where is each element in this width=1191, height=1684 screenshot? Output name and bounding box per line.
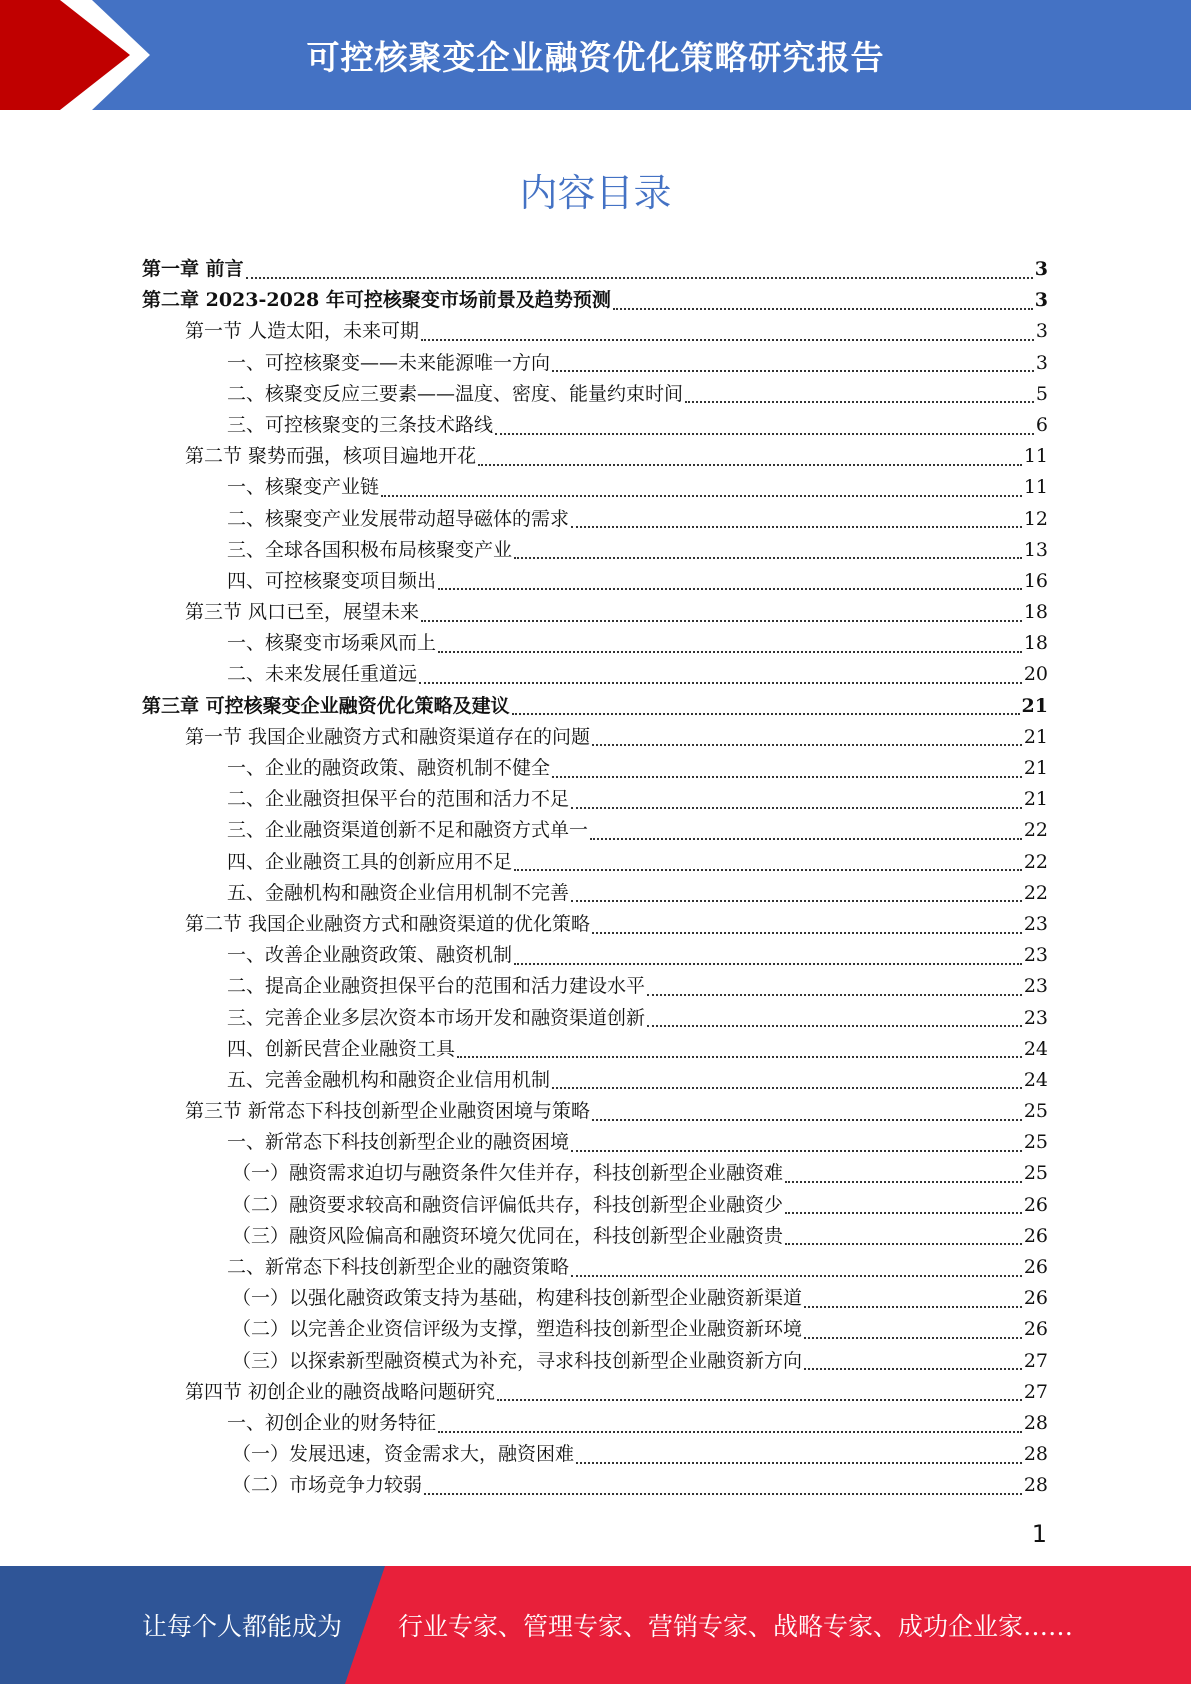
toc-entry[interactable] <box>142 410 1048 441</box>
toc-entry[interactable] <box>142 441 1048 472</box>
toc-entry-title: 三、可控核聚变的三条技术路线 <box>227 413 494 436</box>
toc-entry-title: （一）融资需求迫切与融资条件欠佳并存，科技创新型企业融资难 <box>232 1162 784 1185</box>
toc-entry[interactable] <box>142 1065 1048 1096</box>
toc-entry-title: 第二章 2023-2028 年可控核聚变市场前景及趋势预测 <box>142 289 611 312</box>
toc-entry[interactable] <box>142 504 1048 535</box>
toc-entry-page: 28 <box>1023 1474 1048 1497</box>
toc-entry-title: 一、初创企业的财务特征 <box>227 1411 437 1434</box>
toc-entry[interactable] <box>142 1034 1048 1065</box>
toc-entry-title: （三）融资风险偏高和融资环境欠优同在，科技创新型企业融资贵 <box>232 1224 784 1247</box>
toc-entry-title: 一、可控核聚变——未来能源唯一方向 <box>227 351 551 374</box>
toc-entry-title: 四、企业融资工具的创新应用不足 <box>227 850 513 873</box>
toc-entry-title: 五、金融机构和融资企业信用机制不完善 <box>227 881 570 904</box>
toc-dot-leader <box>804 1337 1022 1339</box>
toc-entry-title: （一）以强化融资政策支持为基础，构建科技创新型企业融资新渠道 <box>232 1287 803 1310</box>
toc-entry-page: 3 <box>1035 351 1048 374</box>
toc-entry-title: 二、企业融资担保平台的范围和活力不足 <box>227 788 570 811</box>
toc-entry-page: 21 <box>1023 725 1048 748</box>
toc-entry-page: 3 <box>1035 320 1048 343</box>
toc-entry-page: 21 <box>1023 788 1048 811</box>
toc-dot-leader <box>592 1119 1022 1121</box>
toc-entry-page: 25 <box>1023 1162 1048 1185</box>
toc-entry[interactable] <box>142 1314 1048 1345</box>
toc-entry-page: 12 <box>1023 507 1048 530</box>
toc-entry[interactable] <box>142 753 1048 784</box>
toc-entry-title: 三、完善企业多层次资本市场开发和融资渠道创新 <box>227 1006 646 1029</box>
toc-entry-title: 一、核聚变市场乘风而上 <box>227 632 437 655</box>
footer-banner <box>0 1566 1191 1684</box>
toc-dot-leader <box>514 557 1022 559</box>
toc-dot-leader <box>381 495 1022 497</box>
toc-dot-leader <box>438 651 1022 653</box>
toc-dot-leader <box>647 994 1022 996</box>
header-banner <box>0 0 1191 110</box>
toc-entry-page: 25 <box>1023 1131 1048 1154</box>
toc-entry-page: 11 <box>1023 445 1048 468</box>
toc-entry-page: 16 <box>1023 569 1048 592</box>
toc-entry-title: 第一节 人造太阳，未来可期 <box>185 320 420 343</box>
toc-entry[interactable] <box>142 597 1048 628</box>
toc-entry[interactable] <box>142 784 1048 815</box>
toc-entry-title: 一、核聚变产业链 <box>227 476 380 499</box>
toc-entry-page: 22 <box>1023 819 1048 842</box>
toc-entry[interactable] <box>142 1221 1048 1252</box>
toc-entry-page: 6 <box>1035 413 1048 436</box>
report-title: 可控核聚变企业融资优化策略研究报告 <box>306 37 885 77</box>
toc-dot-leader <box>438 1431 1022 1433</box>
toc-entry-page: 27 <box>1023 1380 1048 1403</box>
toc-dot-leader <box>804 1306 1022 1308</box>
toc-entry-page: 18 <box>1023 632 1048 655</box>
toc-entry-page: 28 <box>1023 1443 1048 1466</box>
toc-dot-leader <box>457 1056 1022 1058</box>
toc-entry-page: 26 <box>1023 1287 1048 1310</box>
toc-entry-title: 第四节 初创企业的融资战略问题研究 <box>185 1380 496 1403</box>
toc-entry-title: 二、核聚变产业发展带动超导磁体的需求 <box>227 507 570 530</box>
toc-dot-leader <box>438 588 1022 590</box>
toc-entry-page: 27 <box>1023 1349 1048 1372</box>
toc-dot-leader <box>478 464 1022 466</box>
toc-entry[interactable] <box>142 628 1048 659</box>
toc-entry-title: （二）以完善企业资信评级为支撑，塑造科技创新型企业融资新环境 <box>232 1318 803 1341</box>
toc-entry-title: 第三节 风口已至，展望未来 <box>185 601 420 624</box>
toc-entry-title: 二、新常态下科技创新型企业的融资策略 <box>227 1256 570 1278</box>
toc-entry[interactable] <box>142 659 1048 690</box>
toc-entry-title: 三、企业融资渠道创新不足和融资方式单一 <box>227 819 589 842</box>
toc-dot-leader <box>592 932 1022 934</box>
toc-entry-title: （二）融资要求较高和融资信评偏低共存，科技创新型企业融资少 <box>232 1193 784 1216</box>
toc-entry[interactable] <box>142 847 1048 878</box>
toc-entry-title: 三、全球各国积极布局核聚变产业 <box>227 538 513 561</box>
toc-dot-leader <box>512 713 1020 715</box>
toc-entry-page: 28 <box>1023 1411 1048 1434</box>
toc-dot-leader <box>421 339 1034 341</box>
toc-entry-page: 11 <box>1023 476 1048 499</box>
toc-entry-page: 23 <box>1023 912 1048 935</box>
toc-entry[interactable] <box>142 940 1048 971</box>
toc-entry-title: （三）以探索新型融资模式为补充，寻求科技创新型企业融资新方向 <box>232 1349 803 1372</box>
toc-entry-page: 13 <box>1023 538 1048 561</box>
toc-entry-title: （二）市场竞争力较弱 <box>232 1474 423 1497</box>
toc-dot-leader <box>552 776 1022 778</box>
toc-entry[interactable] <box>142 348 1048 379</box>
toc-entry-title: 第二节 我国企业融资方式和融资渠道的优化策略 <box>185 912 591 935</box>
toc-dot-leader <box>552 1087 1022 1089</box>
toc-dot-leader <box>421 620 1022 622</box>
toc-entry[interactable] <box>142 1158 1048 1189</box>
toc-entry-page: 18 <box>1023 601 1048 624</box>
toc-entry-title: 第三节 新常态下科技创新型企业融资困境与策略 <box>185 1100 591 1123</box>
toc-entry-page: 3 <box>1034 289 1048 312</box>
toc-entry[interactable] <box>142 1127 1048 1158</box>
toc-dot-leader <box>497 1399 1022 1401</box>
toc-entry-title: （一）发展迅速，资金需求大，融资困难 <box>232 1443 575 1466</box>
toc-entry-page: 20 <box>1023 663 1048 686</box>
toc-entry-page: 26 <box>1023 1193 1048 1216</box>
table-of-contents <box>142 254 1048 1502</box>
toc-dot-leader <box>804 1368 1022 1370</box>
toc-entry[interactable] <box>142 1408 1048 1439</box>
toc-entry[interactable] <box>142 971 1048 1002</box>
toc-dot-leader <box>647 1025 1022 1027</box>
toc-heading: 内容目录 <box>519 171 672 215</box>
toc-entry[interactable] <box>142 878 1048 909</box>
toc-entry[interactable] <box>142 909 1048 940</box>
toc-entry-title: 第二节 聚势而强，核项目遍地开花 <box>185 445 477 468</box>
toc-entry[interactable] <box>142 691 1048 722</box>
toc-entry[interactable] <box>142 1470 1048 1501</box>
toc-dot-leader <box>571 526 1022 528</box>
toc-entry[interactable] <box>142 472 1048 503</box>
toc-entry-page: 21 <box>1021 694 1048 717</box>
toc-entry[interactable] <box>142 815 1048 846</box>
toc-entry[interactable] <box>142 535 1048 566</box>
toc-entry[interactable] <box>142 316 1048 347</box>
toc-entry-page: 3 <box>1034 258 1048 280</box>
toc-dot-leader <box>571 1275 1022 1277</box>
toc-entry-page: 22 <box>1023 881 1048 904</box>
toc-entry[interactable] <box>142 285 1048 316</box>
toc-entry-title: 四、创新民营企业融资工具 <box>227 1037 456 1060</box>
toc-entry[interactable] <box>142 1377 1048 1408</box>
toc-entry[interactable] <box>142 566 1048 597</box>
toc-dot-leader <box>246 277 1033 279</box>
toc-entry-title: 一、企业的融资政策、融资机制不健全 <box>227 757 551 779</box>
toc-entry-title: 一、新常态下科技创新型企业的融资困境 <box>227 1131 570 1154</box>
toc-entry[interactable] <box>142 1252 1048 1283</box>
toc-entry-page: 23 <box>1023 1006 1048 1029</box>
toc-entry-page: 24 <box>1023 1068 1048 1091</box>
toc-entry-title: 五、完善金融机构和融资企业信用机制 <box>227 1068 551 1091</box>
toc-dot-leader <box>590 838 1022 840</box>
toc-entry-title: 第一节 我国企业融资方式和融资渠道存在的问题 <box>185 725 591 748</box>
toc-entry-page: 25 <box>1023 1100 1048 1123</box>
toc-entry-title: 第一章 前言 <box>142 258 244 280</box>
toc-dot-leader <box>592 744 1022 746</box>
toc-entry-title: 二、提高企业融资担保平台的范围和活力建设水平 <box>227 975 646 998</box>
toc-entry[interactable] <box>142 1190 1048 1221</box>
page-number: 1 <box>1031 1520 1047 1548</box>
toc-dot-leader <box>571 900 1022 902</box>
toc-dot-leader <box>613 308 1033 310</box>
toc-dot-leader <box>571 807 1022 809</box>
toc-entry[interactable] <box>142 722 1048 753</box>
toc-entry[interactable] <box>142 254 1048 285</box>
toc-entry[interactable] <box>142 1439 1048 1470</box>
toc-dot-leader <box>576 1462 1022 1464</box>
toc-dot-leader <box>419 682 1022 684</box>
toc-entry-page: 23 <box>1023 944 1048 967</box>
toc-entry-page: 21 <box>1023 757 1048 779</box>
toc-dot-leader <box>785 1181 1022 1183</box>
toc-dot-leader <box>495 433 1034 435</box>
toc-entry[interactable] <box>142 1346 1048 1377</box>
toc-dot-leader <box>424 1493 1022 1495</box>
toc-entry-title: 二、未来发展任重道远 <box>227 663 418 686</box>
toc-dot-leader <box>514 963 1022 965</box>
toc-entry[interactable] <box>142 1283 1048 1314</box>
toc-entry-title: 第三章 可控核聚变企业融资优化策略及建议 <box>142 694 510 717</box>
toc-entry-page: 24 <box>1023 1037 1048 1060</box>
toc-entry-page: 22 <box>1023 850 1048 873</box>
toc-dot-leader <box>552 370 1034 372</box>
toc-dot-leader <box>685 401 1034 403</box>
toc-dot-leader <box>785 1243 1022 1245</box>
toc-dot-leader <box>514 869 1022 871</box>
toc-entry-title: 四、可控核聚变项目频出 <box>227 569 437 592</box>
toc-entry[interactable] <box>142 1096 1048 1127</box>
toc-entry[interactable] <box>142 1003 1048 1034</box>
toc-entry-title: 二、核聚变反应三要素——温度、密度、能量约束时间 <box>227 382 684 405</box>
footer-slogan-right: 行业专家、管理专家、营销专家、战略专家、成功企业家…… <box>398 1612 1074 1641</box>
toc-entry-page: 5 <box>1035 382 1048 405</box>
footer-slogan-left: 让每个人都能成为 <box>142 1612 343 1641</box>
toc-entry-page: 26 <box>1023 1224 1048 1247</box>
toc-dot-leader <box>571 1150 1022 1152</box>
toc-dot-leader <box>785 1212 1022 1214</box>
toc-entry-page: 26 <box>1023 1256 1048 1278</box>
toc-entry-page: 26 <box>1023 1318 1048 1341</box>
toc-entry-title: 一、改善企业融资政策、融资机制 <box>227 944 513 967</box>
toc-entry-page: 23 <box>1023 975 1048 998</box>
toc-entry[interactable] <box>142 379 1048 410</box>
